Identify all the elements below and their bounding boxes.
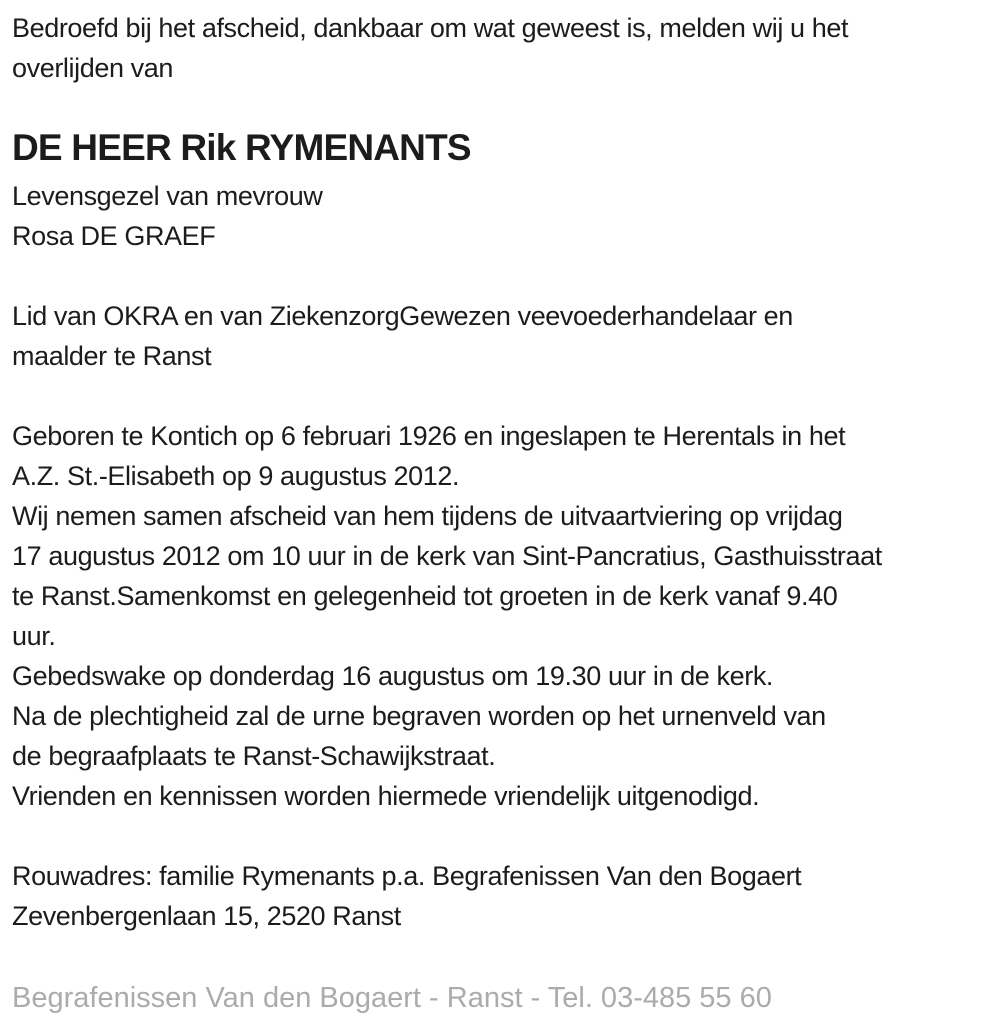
detail-line: 17 augustus 2012 om 10 uur in de kerk van Sint-Pancratius, Gasthuisstraat [12,541,882,571]
intro-line: Bedroefd bij het afscheid, dankbaar om wat geweest is, melden wij u het [12,13,849,43]
details-paragraph [12,416,992,816]
mourning-address-line: Rouwadres: familie Rymenants p.a. Begrafenissen Van den Bogaert [12,861,802,891]
detail-line: uur. [12,621,56,651]
funeral-home-credit: Begrafenissen Van den Bogaert - Ranst - Tel. 03-485 55 60 [12,982,772,1014]
detail-line: A.Z. St.-Elisabeth op 9 augustus 2012. [12,461,460,491]
mourning-address-line: Zevenbergenlaan 15, 2520 Ranst [12,901,401,931]
detail-line: te Ranst.Samenkomst en gelegenheid tot groeten in de kerk vanaf 9.40 [12,581,838,611]
membership-line: maalder te Ranst [12,341,212,371]
membership-line: Lid van OKRA en van ZiekenzorgGewezen veevoederhandelaar en [12,301,793,331]
intro-paragraph [12,8,992,88]
detail-line: de begraafplaats te Ranst-Schawijkstraat. [12,741,496,771]
relation-line: Rosa DE GRAEF [12,221,216,251]
detail-line: Na de plechtigheid zal de urne begraven worden op het urnenveld van [12,701,826,731]
detail-line: Vrienden en kennissen worden hiermede vriendelijk uitgenodigd. [12,781,760,811]
detail-line: Gebedswake op donderdag 16 augustus om 19.30 uur in de kerk. [12,661,774,691]
relation-line: Levensgezel van mevrouw [12,181,323,211]
detail-line: Geboren te Kontich op 6 februari 1926 en ingeslapen te Herentals in het [12,421,846,451]
relation-paragraph [12,176,992,256]
mourning-address-paragraph [12,856,992,936]
membership-paragraph [12,296,992,376]
detail-line: Wij nemen samen afscheid van hem tijdens de uitvaartviering op vrijdag [12,501,843,531]
deceased-name-heading: DE HEER Rik RYMENANTS [12,127,471,168]
intro-line: overlijden van [12,53,174,83]
